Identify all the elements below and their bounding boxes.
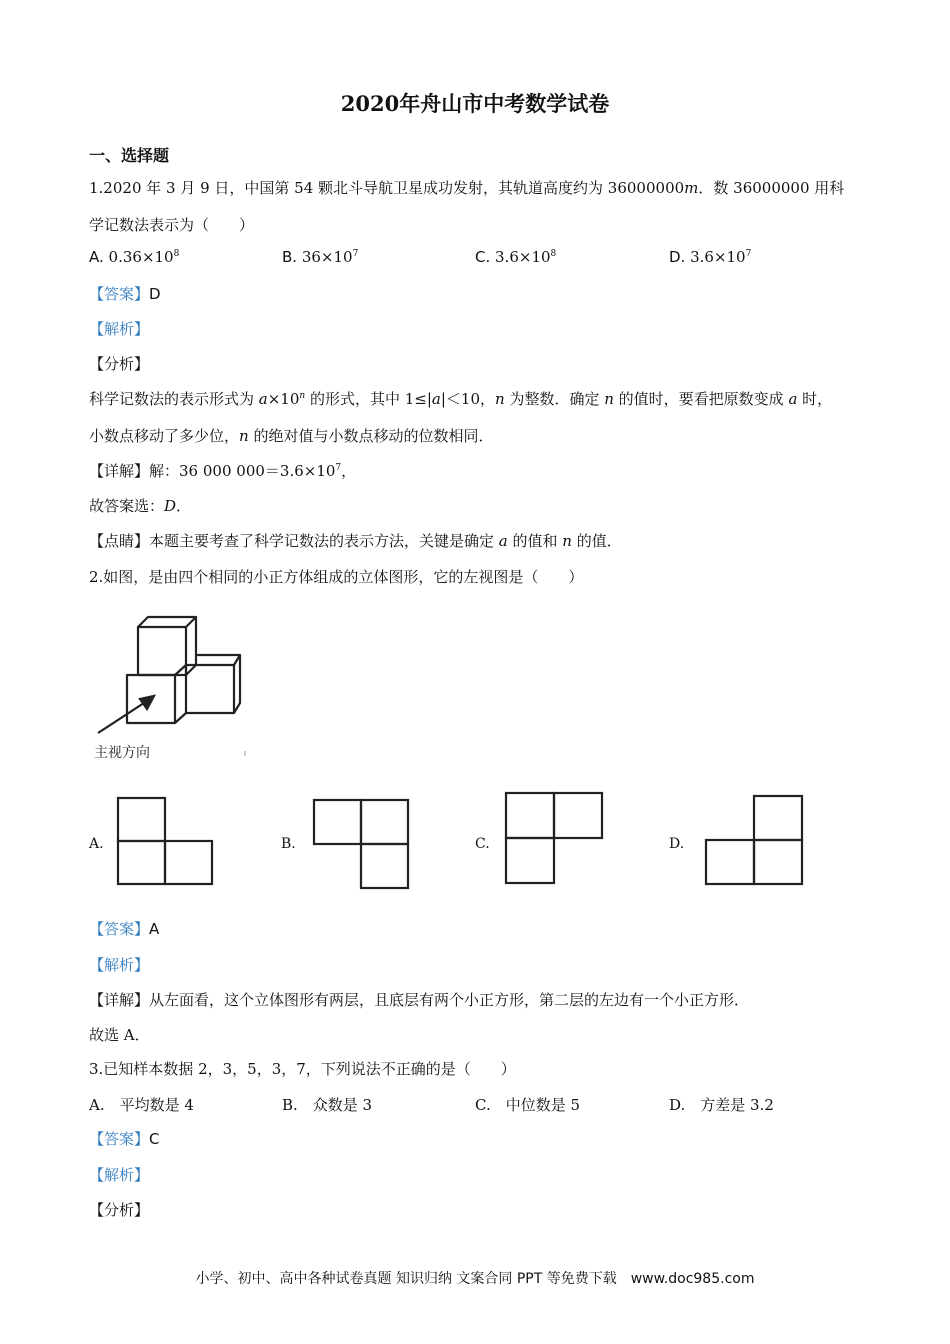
q2-option-b-label: B. [281,836,296,852]
q3-options [89,1094,869,1116]
page-title: 2020年舟山市中考数学试卷 [340,91,610,116]
q1-option-c: C. $3.6\times 10^8$ [475,248,557,266]
q3-option-b: B. 众数是 3 [282,1096,373,1114]
q3-option-d: D. 方差是 3.2 [669,1096,774,1114]
top-cube-front [138,627,186,675]
q3-option-a: A. 平均数是 4 [89,1096,194,1114]
q1-stem-part2: ．数 36000000 用科 [698,179,845,197]
q2-option-d-label: D. [669,836,685,852]
right-cube-front [186,665,234,713]
q1-answer: 【答案】D [89,285,161,303]
q3-stem: 3.已知样本数据 2，3，5，3，7，下列说法不正确的是（ ） [89,1060,516,1078]
q1-options [89,248,869,270]
q1-stem-part1: 1.2020 年 3 月 9 日，中国第 54 颗北斗导航卫星成功发射，其轨道高度约为 36000000 [89,179,685,197]
q2-option-a-label: A. [89,836,104,852]
q2-answer: 【答案】A [89,920,160,938]
cube-figure [90,605,250,770]
q3-option-c: C. 中位数是 5 [475,1096,581,1114]
q1-fenxi-line1: 科学记数法的表示形式为 $a\times 10^n$ 的形式，其中 1≤|a|＜10，n 为整数．确定 n 的值时，要看把原数变成 a 时， [89,390,833,408]
view-direction-label: 主视方向 [94,745,150,761]
q3-fenxi-tag: 【分析】 [89,1201,150,1219]
q2-detail: 【详解】从左面看，这个立体图形有两层，且底层有两个小正方形，第二层的左边有一个小正方形． [89,991,750,1009]
q2-option-c-label: C. [475,836,490,852]
q2-stem: 2.如图，是由四个相同的小正方体组成的立体图形，它的左视图是（ ） [89,568,584,586]
q1-stem-line2: 学记数法表示为（ ） [89,216,255,234]
page-footer[interactable]: 小学、初中、高中各种试卷真题 知识归纳 文案合同 PPT 等免费下载 www.doc985.com [195,1271,755,1287]
q3-answer: 【答案】C [89,1130,160,1148]
q1-comment: 【点睛】本题主要考查了科学记数法的表示方法，关键是确定 a 的值和 n 的值． [89,532,622,550]
q1-fenxi-line2: 小数点移动了多少位，n 的绝对值与小数点移动的位数相同． [89,427,494,445]
q1-fenxi-tag: 【分析】 [89,355,150,373]
q1-choose: 故答案选：D． [89,497,192,515]
q1-option-d: D. $3.6\times 10^7$ [669,248,752,266]
q2-analysis-tag: 【解析】 [89,956,150,974]
q2-option-d-figure [705,795,807,889]
q3-analysis-tag: 【解析】 [89,1166,150,1184]
q1-option-a: A. $0.36\times 10^8$ [89,248,180,266]
section-title: 一、选择题 [89,146,170,165]
q1-detail: 【详解】解：36 000 $000=3.6\times 10^7$， [89,462,357,480]
q2-option-c-figure [505,792,605,886]
q2-option-a-figure [117,797,215,887]
q1-analysis-tag: 【解析】 [89,320,150,338]
q2-option-b-figure [313,799,411,891]
q1-option-b: B. $36\times 10^7$ [282,248,359,266]
q2-choose: 故选 A． [89,1026,150,1044]
q1-stem-unit: m [684,179,699,197]
q1-stem-line1 [89,177,844,199]
